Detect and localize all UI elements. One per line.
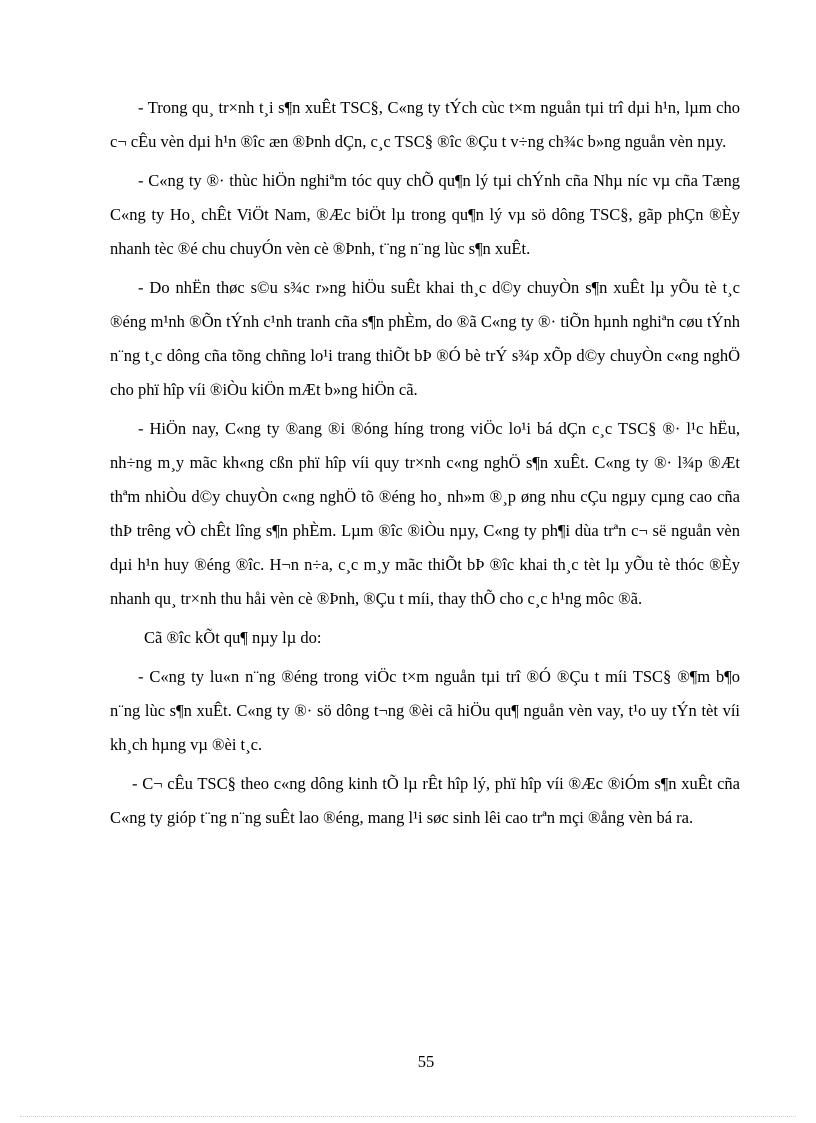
paragraph-6: - C«ng ty lu«n n¨ng ®éng trong viÖc t×m nguån tµi trî ®Ó ®Çu t míi TSC§ ®¶m b¶o n¨ng lùc s¶n xuÊt. C«ng ty ®· sö dông t¬ng ®èi cã hiÖu qu¶ nguån vèn vay, t¹o uy tÝn tèt víi kh¸ch hµng vµ ®èi t¸c.	[110, 667, 740, 754]
paragraph-1: - Trong qu¸ tr×nh t¸i s¶n xuÊt TSC§, C«ng ty tÝch cùc t×m nguån tµi trî dµi h¹n, lµm cho c¬ cÊu vèn dµi h¹n ®îc æn ®Þnh dÇn, c¸c TSC§ ®îc ®Çu t v÷ng ch¾c b»ng nguån vèn nµy.	[110, 98, 740, 151]
paragraph-2: - C«ng ty ®· thùc hiÖn nghiªm tóc quy chÕ qu¶n lý tµi chÝnh cña Nhµ níc vµ cña Tæng C«ng ty Ho¸ chÊt ViÖt Nam, ®Æc biÖt lµ trong qu¶n lý vµ sö dông TSC§, gãp phÇn ®Èy nhanh tèc ®é chu chuyÓn vèn cè ®Þnh, t¨ng n¨ng lùc s¶n xuÊt.	[110, 171, 740, 258]
paragraph-4: - HiÖn nay, C«ng ty ®ang ®i ®óng híng trong viÖc lo¹i bá dÇn c¸c TSC§ ®· l¹c hËu, nh÷ng m¸y mãc kh«ng cßn phï hîp víi quy tr×nh c«ng nghÖ s¶n xuÊt. C«ng ty ®· l¾p ®Æt thªm nhiÒu d©y chuyÒn c«ng nghÖ tõ ®éng ho¸ nh»m ®¸p øng nhu cÇu ngµy cµng cao cña thÞ trêng vÒ chÊt lîng s¶n phÈm. Lµm ®îc ®iÒu nµy, C«ng ty ph¶i dùa trªn c¬ së nguån vèn dµi h¹n huy ®éng ®îc. H¬n n÷a, c¸c m¸y mãc thiÕt bÞ ®îc khai th¸c tèt lµ yÕu tè thóc ®Èy nhanh qu¸ tr×nh thu håi vèn cè ®Þnh, ®Çu t míi, thay thÕ cho c¸c h¹ng môc ®ã.	[110, 419, 740, 608]
paragraph-7: - C¬ cÊu TSC§ theo c«ng dông kinh tÕ lµ rÊt hîp lý, phï hîp víi ®Æc ®iÓm s¶n xuÊt cña C«ng ty gióp t¨ng n¨ng suÊt lao ®éng, mang l¹i søc sinh lêi cao trªn mçi ®ång vèn bá ra.	[110, 774, 740, 827]
page-bottom-rule	[20, 1116, 796, 1117]
paragraph-5: Cã ®îc kÕt qu¶ nµy lµ do:	[144, 628, 322, 647]
page-number: 55	[417, 1052, 435, 1071]
document-body	[110, 91, 740, 840]
paragraph-3: - Do nhËn thøc s©u s¾c r»ng hiÖu suÊt khai th¸c d©y chuyÒn s¶n xuÊt lµ yÕu tè t¸c ®éng m¹nh ®Õn tÝnh c¹nh tranh cña s¶n phÈm, do ®ã C«ng ty ®· tiÕn hµnh nghiªn cøu tÝnh n¨ng t¸c dông cña tõng chñng lo¹i trang thiÕt bÞ ®Ó bè trÝ s¾p xÕp d©y chuyÒn c«ng nghÖ cho phï hîp víi ®iÒu kiÖn mÆt b»ng hiÖn cã.	[110, 278, 740, 399]
